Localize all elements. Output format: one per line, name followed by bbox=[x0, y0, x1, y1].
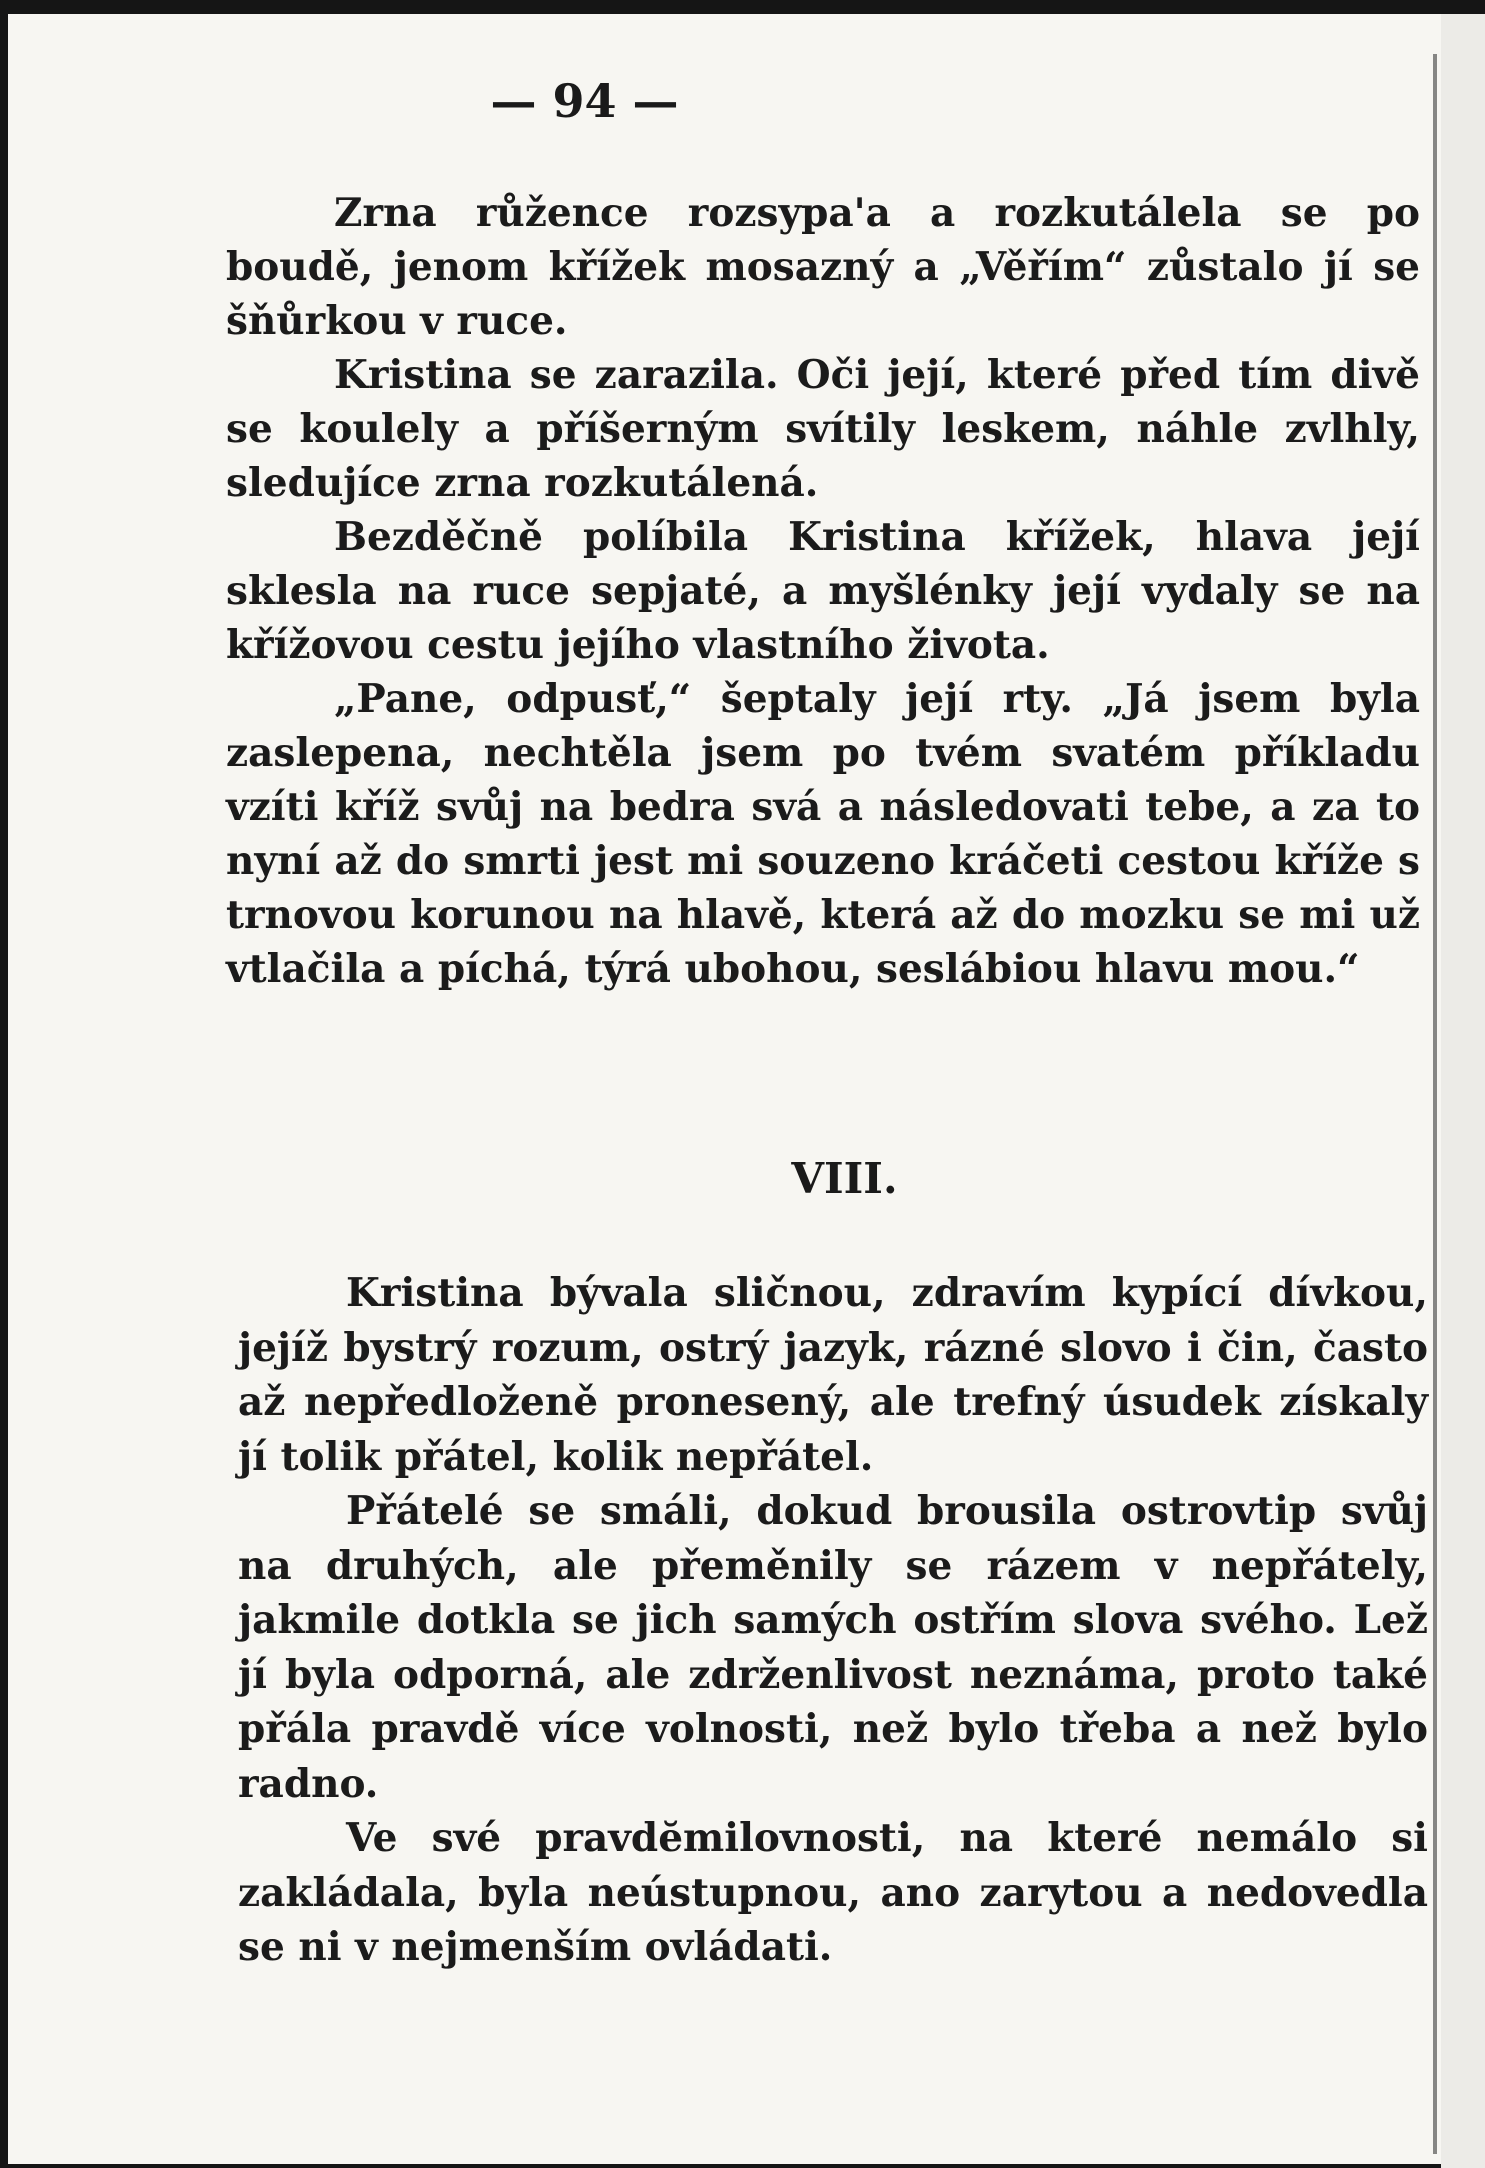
paragraph: „Pane, odpusť,“ šeptaly její rty. „Já jsem byla zaslepena, nechtěla jsem po tvém svatém příkladu vzíti kříž svůj na bedra svá a následovati tebe, a za to nyní až do smrti jest mi souzeno kráčeti cestou kříže s trnovou korunou na hlavě, která až do mozku se mi už vtlačila a píchá, týrá ubohou, seslábiou hlavu mou.“ bbox=[226, 676, 1420, 992]
paragraph: Ve své pravdĕmilovnosti, na které nemálo si zakládala, byla neústupnou, ano zarytou a nedovedla se ni v nejmenším ovládati. bbox=[238, 1815, 1428, 1970]
text-block-before-chapter bbox=[226, 186, 1420, 996]
book-page bbox=[8, 14, 1441, 2164]
text-block-after-chapter bbox=[238, 1266, 1428, 1975]
paragraph: Zrna růžence rozsypa'a a rozkutálela se po boudě, jenom křížek mosazný a „Věřím“ zůstalo jí se šňůrkou v ruce. bbox=[226, 190, 1420, 344]
paragraph: Přátelé se smáli, dokud brousila ostrovtip svůj na druhých, ale přeměnily se rázem v nepřátely, jakmile dotkla se jich samých ostřím slova svého. Lež jí byla odporná, ale zdrženlivost neznáma, proto také přála pravdě více volnosti, než bylo třeba a než bylo radno. bbox=[238, 1488, 1428, 1807]
page-number: — 94 — bbox=[490, 74, 679, 128]
paragraph: Kristina se zarazila. Oči její, které před tím divě se koulely a příšerným svítily leskem, náhle zvlhly, sledujíce zrna rozkutálená. bbox=[226, 352, 1420, 506]
chapter-heading: VIII. bbox=[791, 1154, 898, 1203]
paragraph: Kristina bývala sličnou, zdravím kypící dívkou, jejíž bystrý rozum, ostrý jazyk, rázné slovo i čin, často až nepředloženě pronesený, ale trefný úsudek získaly jí tolik přátel, kolik nepřátel. bbox=[238, 1270, 1428, 1480]
binding-shadow bbox=[1433, 54, 1437, 2154]
facing-page-edge bbox=[1441, 14, 1485, 2168]
paragraph: Bezděčně políbila Kristina křížek, hlava její sklesla na ruce sepjaté, a myšlénky její vydaly se na křížovou cestu jejího vlastního života. bbox=[226, 514, 1420, 668]
